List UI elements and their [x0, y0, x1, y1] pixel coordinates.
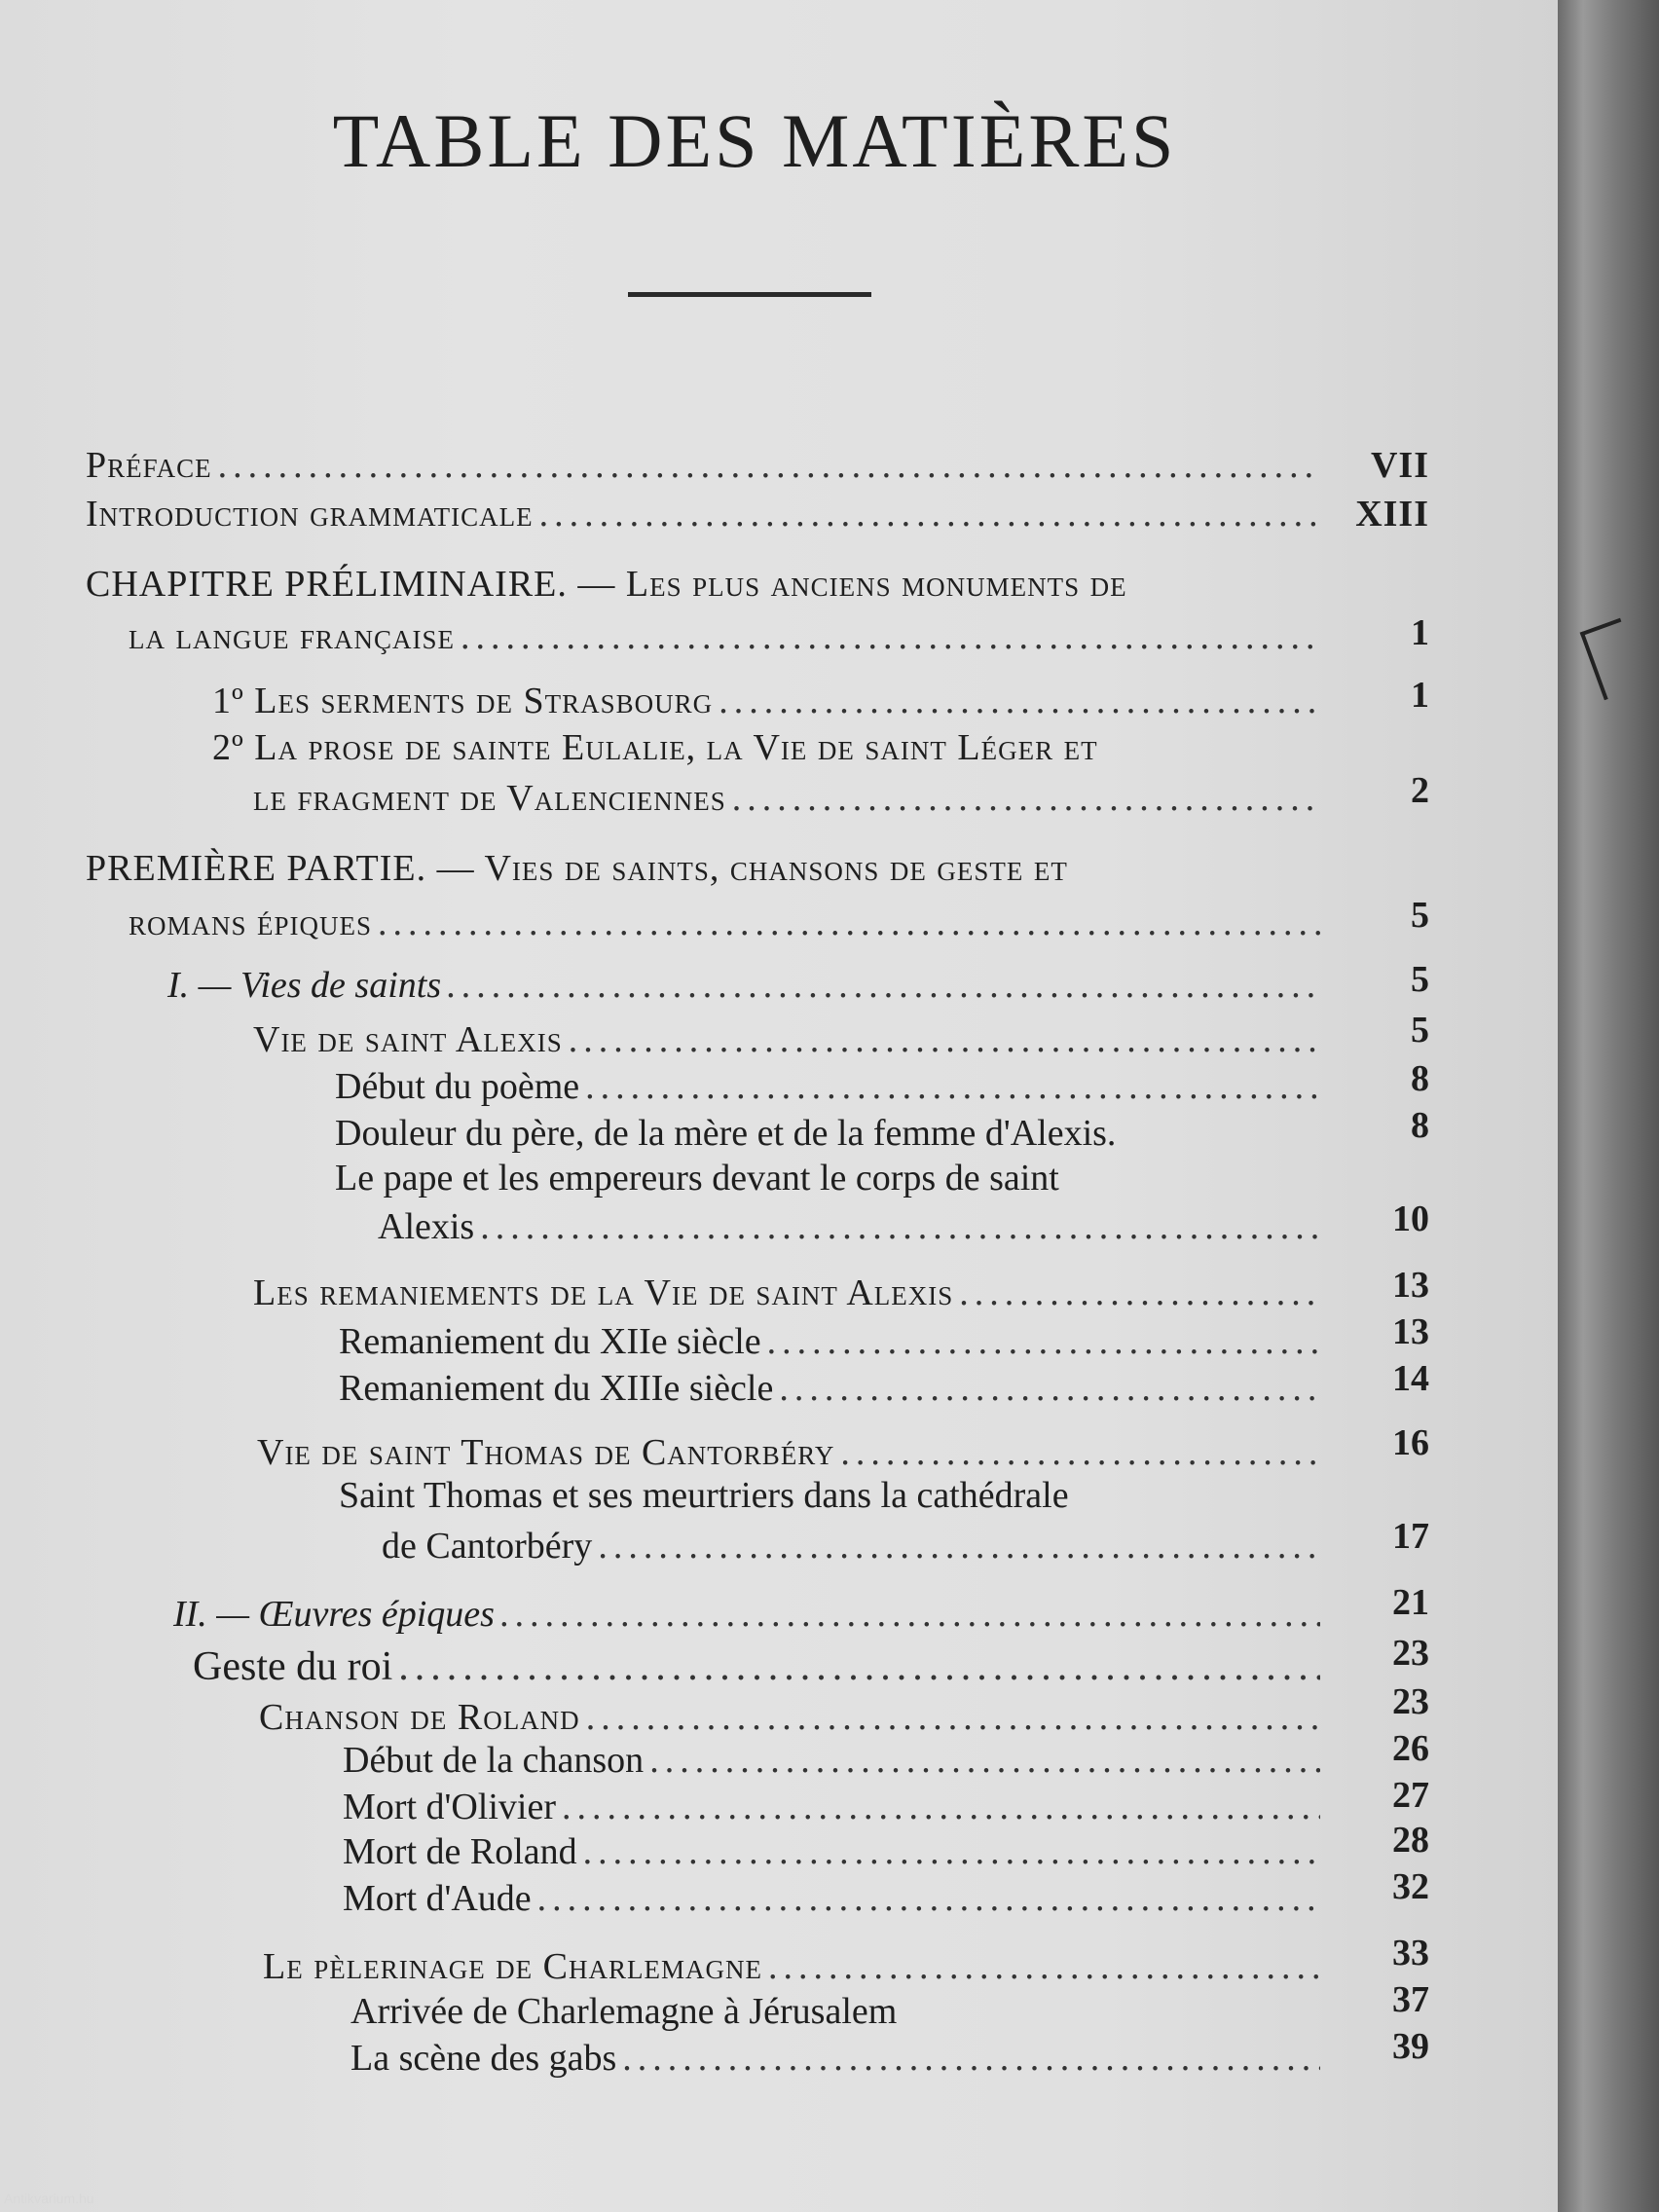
- page-number: 1: [1411, 675, 1429, 716]
- toc-entry-mort-aude: Mort d'Aude .....: [343, 1877, 1326, 1920]
- page-number: 21: [1392, 1582, 1429, 1623]
- page-number: 23: [1392, 1681, 1429, 1722]
- page-number: 17: [1392, 1516, 1429, 1557]
- page-number: 27: [1392, 1775, 1429, 1816]
- page-number: 8: [1411, 1058, 1429, 1099]
- toc-part-heading: PREMIÈRE PARTIE. — Vies de saints, chansons de geste et: [86, 848, 1068, 889]
- toc-entry-pelerinage: Le pèlerinage de Charlemagne .....: [263, 1945, 1326, 1988]
- toc-entry-serments: 1º Les serments de Strasbourg .....: [212, 680, 1326, 722]
- page-number: 16: [1392, 1422, 1429, 1463]
- toc-entry-remaniement-xii: Remaniement du XIIe siècle .....: [339, 1320, 1326, 1363]
- page-number: 13: [1392, 1311, 1429, 1352]
- toc-chapter-heading: CHAPITRE PRÉLIMINAIRE. — Les plus anciens monuments de: [86, 564, 1127, 605]
- toc-entry-debut-chanson: Début de la chanson .....: [343, 1739, 1326, 1782]
- page-number: 5: [1411, 1010, 1429, 1051]
- toc-entry-gabs: La scène des gabs .....: [350, 2037, 1326, 2080]
- toc-entry-debut-poeme: Début du poème .....: [335, 1065, 1326, 1108]
- page-number: 37: [1392, 1979, 1429, 2020]
- toc-entry-remaniements: Les remaniements de la Vie de saint Alexis .....: [253, 1272, 1326, 1314]
- toc-entry-introduction: Introduction grammaticale .....: [86, 493, 1322, 535]
- page-number: 1: [1411, 612, 1429, 653]
- toc-entry-preface: Préface .....: [86, 444, 1322, 487]
- page-number: 33: [1392, 1933, 1429, 1973]
- watermark-text: Antikvarium.hu: [4, 2191, 94, 2206]
- page-number: 28: [1392, 1820, 1429, 1861]
- page-number: 5: [1411, 895, 1429, 936]
- book-gutter: [1558, 0, 1659, 2212]
- page-number: XIII: [1355, 494, 1429, 535]
- toc-entry-pape: Alexis .....: [378, 1205, 1326, 1248]
- page-number: 13: [1392, 1265, 1429, 1306]
- page-number: 5: [1411, 959, 1429, 1000]
- page-number: 26: [1392, 1728, 1429, 1769]
- toc-entry-vies-de-saints: I. — Vies de saints .....: [167, 964, 1326, 1007]
- toc-entry-line: Le pape et les empereurs devant le corps de saint: [335, 1158, 1059, 1198]
- page-number: 23: [1392, 1633, 1429, 1674]
- page-number: 39: [1392, 2026, 1429, 2067]
- page-number: 32: [1392, 1866, 1429, 1907]
- toc-entry-chanson-de-roland: Chanson de Roland .....: [259, 1696, 1326, 1739]
- toc-entry-eulalie: le fragment de Valenciennes .....: [253, 777, 1326, 820]
- toc-entry-premiere-partie: romans épiques .....: [129, 902, 1326, 944]
- toc-entry-chapitre-preliminaire: la langue française .....: [129, 615, 1326, 658]
- toc-entry-oeuvres-epiques: II. — Œuvres épiques .....: [173, 1593, 1326, 1636]
- toc-entry-mort-roland: Mort de Roland .....: [343, 1830, 1326, 1873]
- toc-entry-geste-du-roi: Geste du roi .....: [193, 1645, 1326, 1688]
- toc-entry-douleur: Douleur du père, de la mère et de la femme d'Alexis.: [335, 1113, 1117, 1154]
- toc-entry-saint-alexis: Vie de saint Alexis .....: [253, 1018, 1326, 1061]
- toc-entry-arrivee: Arrivée de Charlemagne à Jérusalem: [350, 1991, 898, 2032]
- toc-entry-remaniement-xiii: Remaniement du XIIIe siècle .....: [339, 1367, 1326, 1410]
- toc-entry-meurtriers: de Cantorbéry .....: [382, 1525, 1326, 1567]
- page-number: 8: [1411, 1105, 1429, 1146]
- page-number: VII: [1370, 445, 1429, 486]
- page-title: TABLE DES MATIÈRES: [332, 98, 1177, 183]
- page-number: 14: [1392, 1358, 1429, 1399]
- toc-entry-saint-thomas: Vie de saint Thomas de Cantorbéry .....: [257, 1431, 1326, 1474]
- toc-entry-line: 2º La prose de sainte Eulalie, la Vie de saint Léger et: [212, 727, 1098, 768]
- page-number: 2: [1411, 770, 1429, 811]
- page-number: 10: [1392, 1198, 1429, 1239]
- toc-entry-mort-olivier: Mort d'Olivier .....: [343, 1786, 1326, 1828]
- toc-entry-line: Saint Thomas et ses meurtriers dans la cathédrale: [339, 1475, 1069, 1516]
